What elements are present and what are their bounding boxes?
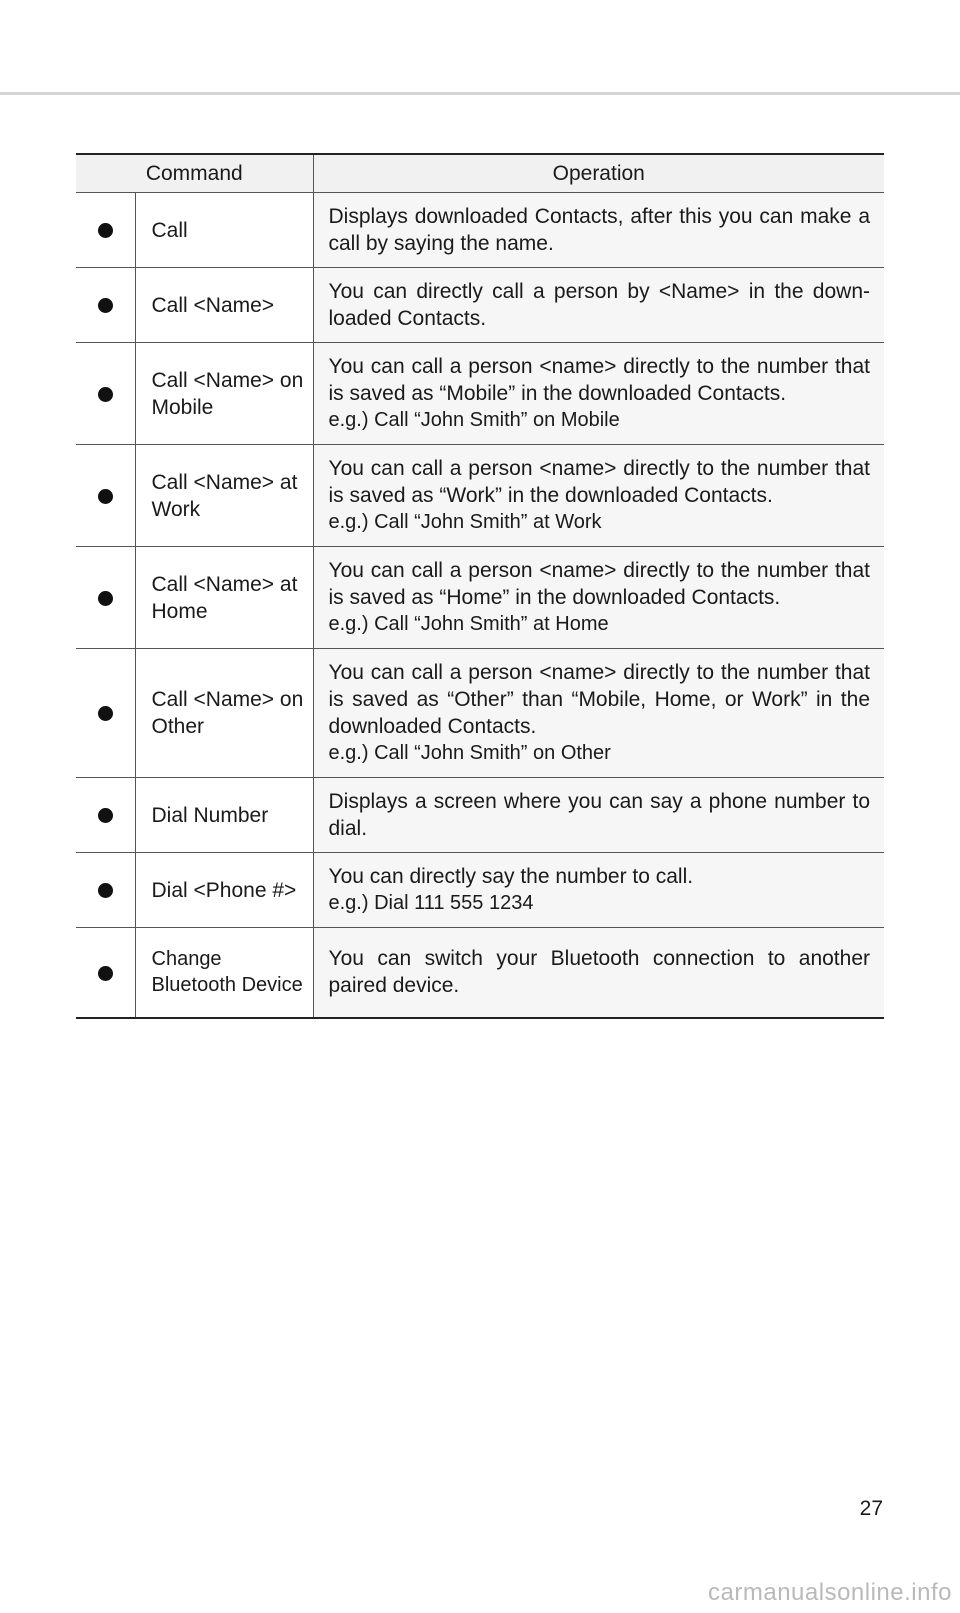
page-number: 27 [859,1497,883,1520]
command-cell: Change Bluetooth Device [135,928,313,1018]
operation-text: You can call a person <name> directly to the number that is saved as “Work” in the downloaded Contacts. [328,457,870,507]
table-row [76,268,884,343]
voice-command-table [76,153,884,1019]
bullet-icon [98,223,113,238]
bullet-icon [98,489,113,504]
operation-text: You can call a person <name> directly to the number that is saved as “Other” than “Mobile, Home, or Work” in the downloaded Contacts. [328,661,870,738]
example-text: e.g.) Call “John Smith” on Other [328,742,611,764]
operation-text: You can directly call a person by <Name> in the down-loaded Contacts. [328,280,870,330]
table-row [76,778,884,853]
bullet-icon [98,966,113,981]
command-cell: Call <Name> on Other [135,649,313,778]
command-cell: Call <Name> [135,268,313,343]
example-text: e.g.) Dial 111 555 1234 [328,892,534,914]
command-cell: Call <Name> at Work [135,445,313,547]
bullet-icon [98,591,113,606]
watermark: carmanualsonline.info [708,1579,952,1606]
command-cell: Call [135,193,313,268]
operation-cell [313,193,884,268]
table-row [76,853,884,928]
table-header-row [76,154,884,193]
table-header [76,154,884,193]
table-row [76,193,884,268]
table-row [76,928,884,1018]
operation-cell [313,649,884,778]
operation-text: You can directly say the number to call. [328,865,694,888]
operation-text: You can switch your Bluetooth connection to another paired device. [328,947,870,998]
operation-cell [313,268,884,343]
operation-cell [313,778,884,853]
operation-cell [313,547,884,649]
operation-cell [313,928,884,1018]
column-header-operation: Operation [313,154,884,193]
column-header-command: Command [76,154,313,193]
bullet-icon [98,808,113,823]
example-text: e.g.) Call “John Smith” at Home [328,613,609,635]
table-row [76,649,884,778]
bullet-icon [98,387,113,402]
example-text: e.g.) Call “John Smith” at Work [328,511,602,533]
operation-cell [313,343,884,445]
operation-text: You can call a person <name> directly to the number that is saved as “Home” in the downloaded Contacts. [328,559,870,609]
top-divider [0,92,960,95]
table-row [76,445,884,547]
table-row [76,547,884,649]
command-cell: Dial Number [135,778,313,853]
bullet-icon [98,883,113,898]
bullet-icon [98,298,113,313]
bullet-icon [98,706,113,721]
command-cell: Call <Name> at Home [135,547,313,649]
example-text: e.g.) Call “John Smith” on Mobile [328,409,620,431]
operation-text: Displays downloaded Contacts, after this you can make a call by saying the name. [328,205,870,255]
operation-cell [313,853,884,928]
operation-text: You can call a person <name> directly to the number that is saved as “Mobile” in the downloaded Contacts. [328,355,870,405]
operation-text: Displays a screen where you can say a phone number to dial. [328,790,870,840]
operation-cell [313,445,884,547]
command-cell: Call <Name> on Mobile [135,343,313,445]
table-body [76,193,884,1018]
table-row [76,343,884,445]
command-cell: Dial <Phone #> [135,853,313,928]
